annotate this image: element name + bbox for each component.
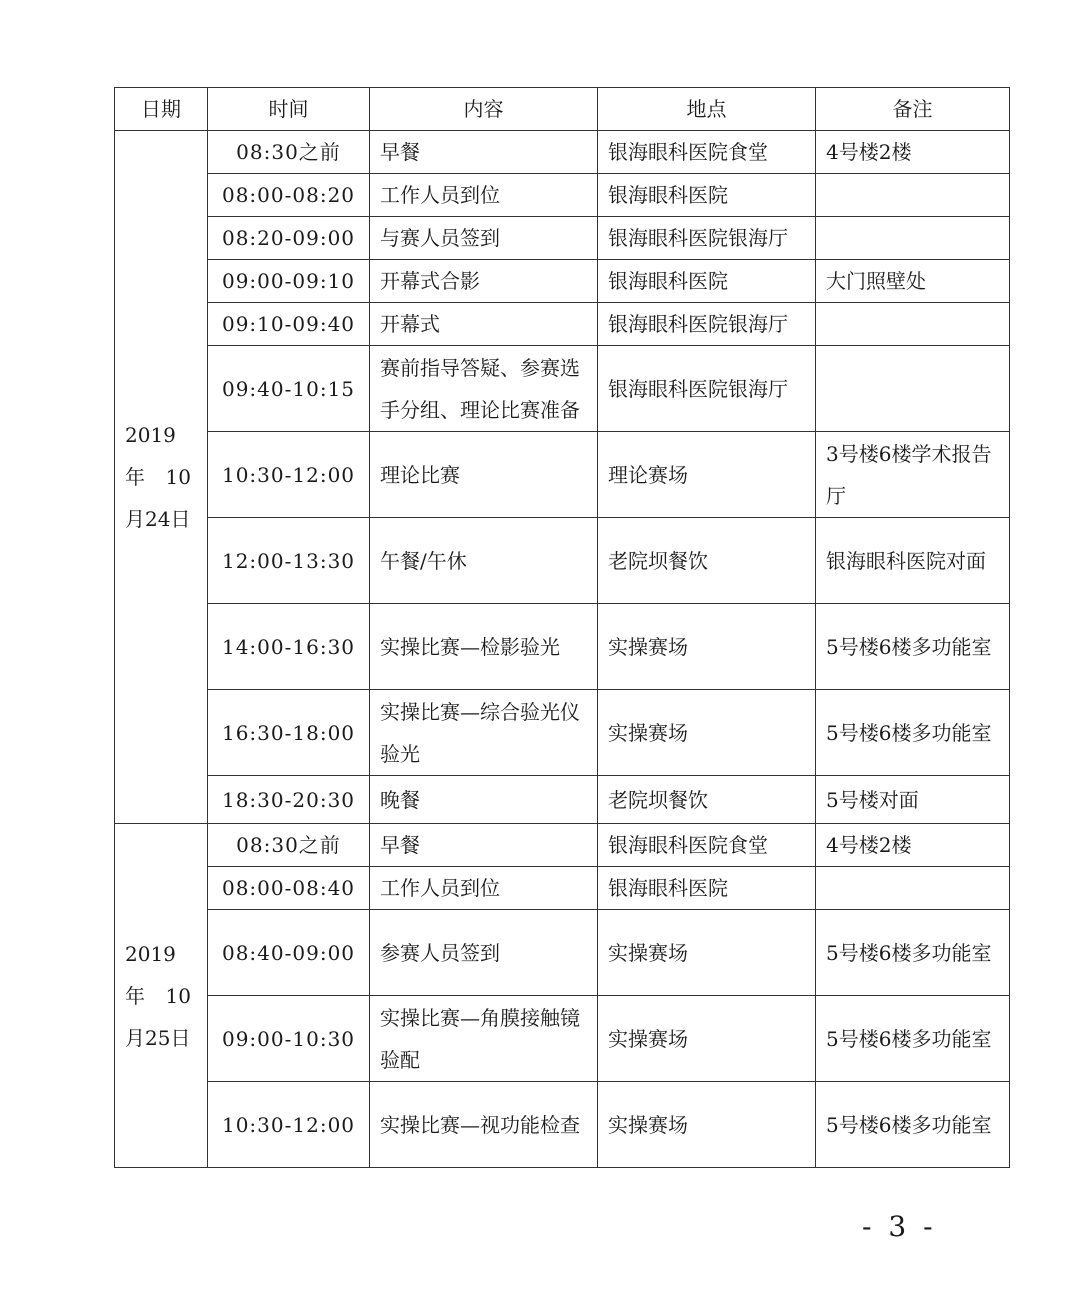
table-row xyxy=(115,346,1010,432)
content-cell: 午餐/午休 xyxy=(370,518,598,604)
place-cell: 银海眼科医院银海厅 xyxy=(598,346,816,432)
time-cell: 09:10-09:40 xyxy=(208,303,370,346)
place-cell: 银海眼科医院 xyxy=(598,867,816,910)
place-cell: 银海眼科医院 xyxy=(598,260,816,303)
place-cell: 银海眼科医院 xyxy=(598,174,816,217)
note-cell: 5号楼6楼多功能室 xyxy=(816,910,1010,996)
date-year: 2019 xyxy=(125,423,176,447)
time-cell: 18:30-20:30 xyxy=(208,776,370,824)
place-cell: 银海眼科医院食堂 xyxy=(598,824,816,867)
header-content: 内容 xyxy=(370,88,598,131)
note-cell: 5号楼对面 xyxy=(816,776,1010,824)
note-cell: 4号楼2楼 xyxy=(816,824,1010,867)
content-cell: 实操比赛—综合验光仪验光 xyxy=(370,690,598,776)
note-cell: 5号楼6楼多功能室 xyxy=(816,690,1010,776)
content-cell: 实操比赛—视功能检查 xyxy=(370,1082,598,1168)
place-cell: 老院坝餐饮 xyxy=(598,518,816,604)
table-row xyxy=(115,824,1010,867)
note-cell: 3号楼6楼学术报告厅 xyxy=(816,432,1010,518)
header-place: 地点 xyxy=(598,88,816,131)
table-row xyxy=(115,690,1010,776)
note-cell xyxy=(816,217,1010,260)
note-cell xyxy=(816,303,1010,346)
time-cell: 09:40-10:15 xyxy=(208,346,370,432)
content-cell: 开幕式合影 xyxy=(370,260,598,303)
page-number: - 3 - xyxy=(862,1210,937,1243)
place-cell: 实操赛场 xyxy=(598,910,816,996)
content-cell: 晚餐 xyxy=(370,776,598,824)
place-cell: 实操赛场 xyxy=(598,690,816,776)
time-cell: 10:30-12:00 xyxy=(208,432,370,518)
place-cell: 银海眼科医院食堂 xyxy=(598,131,816,174)
note-cell: 5号楼6楼多功能室 xyxy=(816,996,1010,1082)
time-cell: 08:00-08:40 xyxy=(208,867,370,910)
header-date: 日期 xyxy=(115,88,208,131)
date-month-line xyxy=(125,456,197,498)
date-day: 月24日 xyxy=(125,507,191,531)
note-cell: 大门照壁处 xyxy=(816,260,1010,303)
table-row xyxy=(115,1082,1010,1168)
date-cell xyxy=(115,131,208,824)
time-cell: 14:00-16:30 xyxy=(208,604,370,690)
table-row xyxy=(115,174,1010,217)
content-cell: 实操比赛—检影验光 xyxy=(370,604,598,690)
date-day: 月25日 xyxy=(125,1025,191,1050)
time-cell: 08:30之前 xyxy=(208,131,370,174)
table-row xyxy=(115,303,1010,346)
table-row xyxy=(115,776,1010,824)
table-row xyxy=(115,131,1010,174)
content-cell: 工作人员到位 xyxy=(370,867,598,910)
place-cell: 实操赛场 xyxy=(598,996,816,1082)
place-cell: 银海眼科医院银海厅 xyxy=(598,217,816,260)
place-cell: 老院坝餐饮 xyxy=(598,776,816,824)
header-time: 时间 xyxy=(208,88,370,131)
place-cell: 银海眼科医院银海厅 xyxy=(598,303,816,346)
time-cell: 08:20-09:00 xyxy=(208,217,370,260)
note-cell xyxy=(816,346,1010,432)
table-row xyxy=(115,996,1010,1082)
date-year-char: 年 xyxy=(125,465,145,489)
note-cell: 5号楼6楼多功能室 xyxy=(816,604,1010,690)
header-note: 备注 xyxy=(816,88,1010,131)
content-cell: 实操比赛—角膜接触镜验配 xyxy=(370,996,598,1082)
note-cell: 4号楼2楼 xyxy=(816,131,1010,174)
note-cell xyxy=(816,867,1010,910)
place-cell: 理论赛场 xyxy=(598,432,816,518)
place-cell: 实操赛场 xyxy=(598,1082,816,1168)
time-cell: 10:30-12:00 xyxy=(208,1082,370,1168)
time-cell: 09:00-10:30 xyxy=(208,996,370,1082)
content-cell: 工作人员到位 xyxy=(370,174,598,217)
time-cell: 09:00-09:10 xyxy=(208,260,370,303)
table-row xyxy=(115,432,1010,518)
note-cell: 5号楼6楼多功能室 xyxy=(816,1082,1010,1168)
table-row xyxy=(115,518,1010,604)
content-cell: 参赛人员签到 xyxy=(370,910,598,996)
note-cell xyxy=(816,174,1010,217)
date-year-char: 年 xyxy=(125,983,145,1008)
time-cell: 08:40-09:00 xyxy=(208,910,370,996)
date-month-line xyxy=(125,975,197,1017)
date-month-number: 10 xyxy=(165,465,191,489)
schedule-body xyxy=(115,131,1010,1168)
place-cell: 实操赛场 xyxy=(598,604,816,690)
note-cell: 银海眼科医院对面 xyxy=(816,518,1010,604)
content-cell: 早餐 xyxy=(370,824,598,867)
time-cell: 16:30-18:00 xyxy=(208,690,370,776)
content-cell: 与赛人员签到 xyxy=(370,217,598,260)
schedule-table xyxy=(114,87,1010,1168)
content-cell: 开幕式 xyxy=(370,303,598,346)
date-year: 2019 xyxy=(125,941,176,966)
table-row xyxy=(115,604,1010,690)
time-cell: 08:30之前 xyxy=(208,824,370,867)
content-cell: 理论比赛 xyxy=(370,432,598,518)
content-cell: 早餐 xyxy=(370,131,598,174)
table-row xyxy=(115,910,1010,996)
table-row xyxy=(115,867,1010,910)
header-row xyxy=(115,88,1010,131)
date-month-number: 10 xyxy=(165,983,191,1008)
time-cell: 12:00-13:30 xyxy=(208,518,370,604)
content-cell: 赛前指导答疑、参赛选手分组、理论比赛准备 xyxy=(370,346,598,432)
date-cell xyxy=(115,824,208,1168)
table-row xyxy=(115,217,1010,260)
time-cell: 08:00-08:20 xyxy=(208,174,370,217)
table-row xyxy=(115,260,1010,303)
